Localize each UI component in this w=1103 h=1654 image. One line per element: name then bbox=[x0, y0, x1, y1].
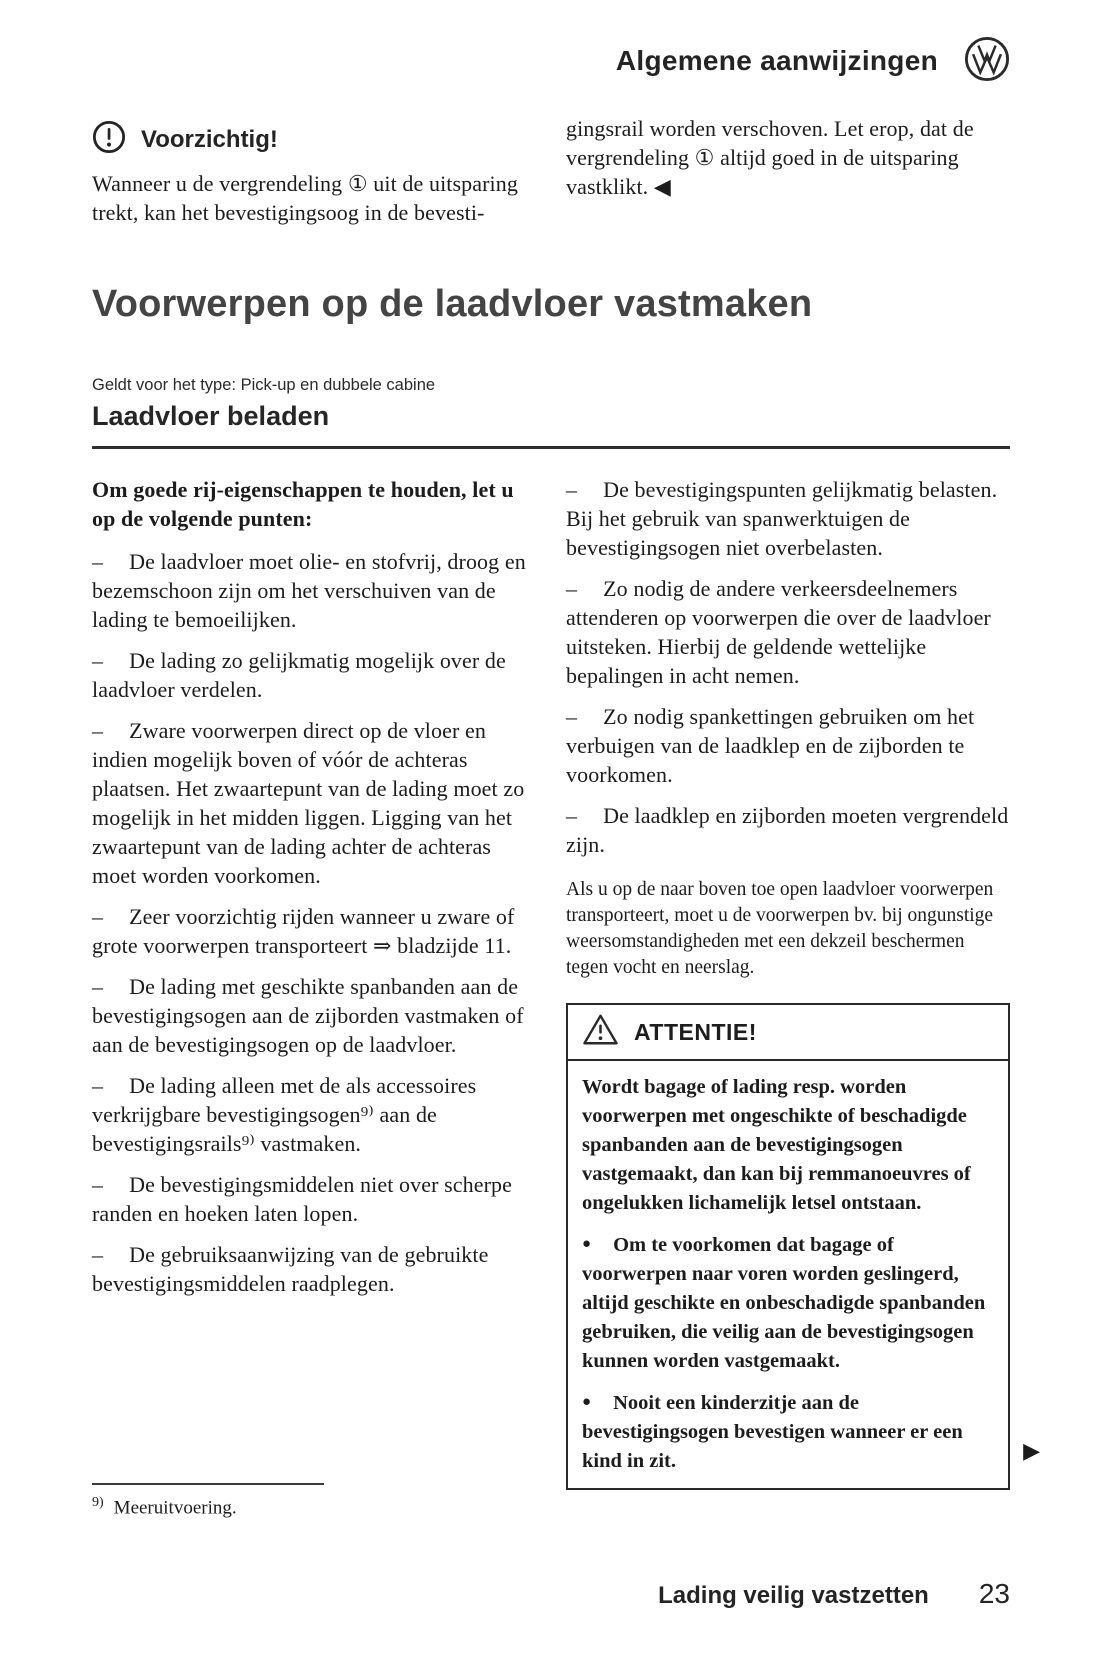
intro-text: Om goede rij-eigenschappen te houden, let u op de volgende punten: bbox=[92, 477, 514, 531]
attention-bullet-text: Om te voorkomen dat bagage of voorwerpen naar voren worden geslingerd, altijd geschikte en onbeschadigde spanbanden gebruiken, die veilig aan de bevestigingsogen kunnen worden vastgemaakt. bbox=[582, 1234, 986, 1372]
dash-marker: – bbox=[92, 974, 104, 999]
footnote bbox=[92, 1483, 392, 1519]
caution-section bbox=[92, 114, 1010, 227]
dash-marker: – bbox=[92, 904, 104, 929]
caution-title: Voorzichtig! bbox=[141, 125, 278, 153]
heading-rule bbox=[92, 446, 1010, 449]
list-item bbox=[92, 1240, 530, 1298]
list-item bbox=[566, 801, 1010, 859]
caution-text-left: Wanneer u de vergrendeling ① uit de uitsparing trekt, kan het bevestigingsoog in de bevesti- bbox=[92, 171, 518, 225]
dash-marker: – bbox=[92, 549, 104, 574]
list-item bbox=[92, 972, 530, 1059]
caution-heading bbox=[92, 120, 530, 159]
list-item-text: De gebruiksaanwijzing van de gebruikte bevestigingsmiddelen raadplegen. bbox=[92, 1242, 489, 1296]
list-item-text: Zo nodig de andere verkeersdeelnemers attenderen op voorwerpen die over de laadvloer uitsteken. Hierbij de geldende wettelijke bepalingen in acht nemen. bbox=[566, 576, 991, 688]
circle-exclamation-icon bbox=[92, 120, 126, 159]
footnote-marker: 9) bbox=[92, 1495, 104, 1510]
footnote-rule bbox=[92, 1483, 324, 1485]
dash-marker: – bbox=[92, 718, 104, 743]
list-item-text: De bevestigingspunten gelijkmatig belasten. Bij het gebruik van spanwerktuigen de bevestigingsogen niet overbelasten. bbox=[566, 477, 998, 560]
list-item bbox=[92, 902, 530, 960]
bullet-dot-marker: ● bbox=[582, 1394, 592, 1410]
dash-marker: – bbox=[566, 477, 578, 502]
list-item-text: De lading met geschikte spanbanden aan de bevestigingsogen aan de zijborden vastmaken of aan de bevestigingsogen op de laadvloer. bbox=[92, 974, 524, 1057]
list-item bbox=[92, 1071, 530, 1158]
page-title: Voorwerpen op de laadvloer vastmaken bbox=[92, 283, 813, 325]
list-item bbox=[92, 716, 530, 890]
dash-marker: – bbox=[566, 704, 578, 729]
list-item-text: Zware voorwerpen direct op de vloer en indien mogelijk boven of vóór de achteras plaatsen. Het zwaartepunt van de lading moet zo mogelijk in het midden liggen. Ligging van het zwaartepunt van de lading achter de achteras moet worden voorkomen. bbox=[92, 718, 525, 888]
dash-marker: – bbox=[566, 803, 578, 828]
footer-chapter-title: Lading veilig vastzetten bbox=[658, 1582, 929, 1609]
warning-triangle-icon bbox=[582, 1013, 619, 1051]
attention-title: ATTENTIE! bbox=[634, 1018, 757, 1045]
dash-marker: – bbox=[92, 1172, 104, 1197]
footer-page-number: 23 bbox=[978, 1578, 1010, 1609]
attention-bullet bbox=[582, 1388, 998, 1476]
list-item-text: De laadvloer moet olie- en stofvrij, droog en bezemschoon zijn om het verschuiven van de lading te bemoeilijken. bbox=[92, 549, 526, 632]
list-item-text: De bevestigingsmiddelen niet over scherpe randen en hoeken laten lopen. bbox=[92, 1172, 512, 1226]
list-item bbox=[92, 646, 530, 704]
list-item bbox=[566, 475, 1010, 562]
list-item-text: De laadklep en zijborden moeten vergrendeld zijn. bbox=[566, 803, 1009, 857]
page-footer bbox=[658, 1578, 1010, 1610]
dash-marker: – bbox=[92, 648, 104, 673]
list-item-text: De lading zo gelijkmatig mogelijk over de laadvloer verdelen. bbox=[92, 648, 506, 702]
page-header bbox=[92, 0, 1010, 86]
body-columns bbox=[92, 475, 1040, 1490]
dash-marker: – bbox=[92, 1242, 104, 1267]
left-column bbox=[92, 475, 530, 1490]
list-item-text: Zeer voorzichtig rijden wanneer u zware of grote voorwerpen transporteert ⇒ bladzijde 11. bbox=[92, 904, 515, 958]
attention-body bbox=[568, 1061, 1008, 1488]
section-title: Algemene aanwijzingen bbox=[615, 45, 938, 76]
continuation-arrow-icon: ▶ bbox=[1023, 1438, 1040, 1463]
weather-note: Als u op de naar boven toe open laadvloer voorwerpen transporteert, moet u de voorwerpen bv. bij ongunstige weersomstandigheden met een dekzeil beschermen tegen vocht en neerslag. bbox=[566, 879, 994, 978]
bullet-dot-marker: ● bbox=[582, 1236, 592, 1252]
list-item-text: Zo nodig spankettingen gebruiken om het verbuigen van de laadklep en de zijborden te voorkomen. bbox=[566, 704, 975, 787]
list-item bbox=[92, 1170, 530, 1228]
attention-bullet-text: Nooit een kinderzitje aan de bevestigingsogen bevestigen wanneer er een kind in zit. bbox=[582, 1392, 963, 1472]
list-item-text: De lading alleen met de als accessoires verkrijgbare bevestigingsogen⁹⁾ aan de bevestigingsrails⁹⁾ vastmaken. bbox=[92, 1073, 477, 1156]
footnote-text: Meeruitvoering. bbox=[113, 1497, 237, 1519]
right-column bbox=[566, 475, 1040, 1490]
attention-header bbox=[568, 1005, 1008, 1061]
applies-to-note: Geldt voor het type: Pick-up en dubbele cabine bbox=[92, 376, 436, 394]
attention-box bbox=[566, 1003, 1010, 1490]
list-item bbox=[566, 574, 1010, 690]
list-item bbox=[92, 547, 530, 634]
attention-bullet bbox=[582, 1230, 998, 1376]
vw-logo-icon bbox=[964, 36, 1010, 87]
dash-marker: – bbox=[566, 576, 578, 601]
caution-text-right: gingsrail worden verschoven. Let erop, dat de vergrendeling ① altijd goed in de uitsparing vastklikt. ◀ bbox=[566, 116, 974, 199]
dash-marker: – bbox=[92, 1073, 104, 1098]
subsection-title: Laadvloer beladen bbox=[92, 401, 330, 431]
attention-paragraph: Wordt bagage of lading resp. worden voorwerpen met ongeschikte of beschadigde spanbanden aan de bevestigingsogen vastgemaakt, dan kan bij remmanoeuvres of ongelukken lichamelijk letsel ontstaan. bbox=[582, 1076, 971, 1214]
list-item bbox=[566, 702, 1010, 789]
